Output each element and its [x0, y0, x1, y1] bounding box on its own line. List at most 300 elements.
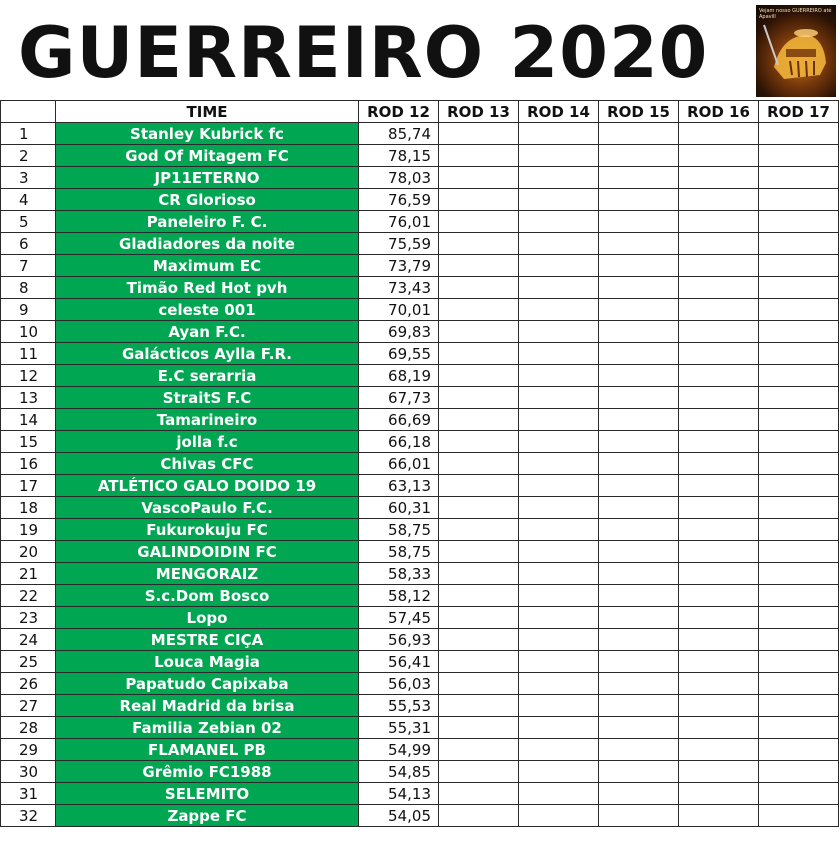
rod17-score-cell[interactable] [759, 695, 839, 717]
rod12-score-cell[interactable]: 66,69 [359, 409, 439, 431]
rank-cell[interactable]: 23 [1, 607, 56, 629]
rod16-score-cell[interactable] [679, 717, 759, 739]
rod14-score-cell[interactable] [519, 299, 599, 321]
rod15-score-cell[interactable] [599, 761, 679, 783]
rod13-score-cell[interactable] [439, 453, 519, 475]
header-row [1, 101, 839, 123]
rod13-score-cell[interactable] [439, 233, 519, 255]
team-name-cell[interactable]: Grêmio FC1988 [56, 761, 359, 783]
rod16-score-cell[interactable] [679, 453, 759, 475]
rank-cell[interactable]: 5 [1, 211, 56, 233]
rod14-score-cell[interactable] [519, 321, 599, 343]
rod15-score-cell[interactable] [599, 651, 679, 673]
rod17-score-cell[interactable] [759, 233, 839, 255]
rod13-score-cell[interactable] [439, 629, 519, 651]
rod16-score-cell[interactable] [679, 233, 759, 255]
rod15-score-cell[interactable] [599, 343, 679, 365]
rod12-score-cell[interactable]: 68,19 [359, 365, 439, 387]
rod16-score-cell[interactable] [679, 497, 759, 519]
rod14-score-cell[interactable] [519, 519, 599, 541]
rod14-score-cell[interactable] [519, 123, 599, 145]
rod12-score-cell[interactable]: 58,33 [359, 563, 439, 585]
rod16-score-cell[interactable] [679, 123, 759, 145]
rod14-score-cell[interactable] [519, 387, 599, 409]
rod12-score-cell[interactable]: 69,55 [359, 343, 439, 365]
rod12-score-cell[interactable]: 58,75 [359, 519, 439, 541]
rod17-score-cell[interactable] [759, 519, 839, 541]
rod16-score-cell[interactable] [679, 343, 759, 365]
rod15-score-cell[interactable] [599, 607, 679, 629]
rod13-score-cell[interactable] [439, 541, 519, 563]
rod13-score-cell[interactable] [439, 343, 519, 365]
rod15-score-cell[interactable] [599, 453, 679, 475]
rod14-score-cell[interactable] [519, 255, 599, 277]
rod15-score-cell[interactable] [599, 431, 679, 453]
rank-cell[interactable]: 10 [1, 321, 56, 343]
team-name-cell[interactable]: Galácticos Aylla F.R. [56, 343, 359, 365]
rank-cell[interactable]: 7 [1, 255, 56, 277]
rod17-score-cell[interactable] [759, 629, 839, 651]
rod13-score-cell[interactable] [439, 651, 519, 673]
rod14-score-cell[interactable] [519, 453, 599, 475]
table-row [1, 739, 839, 761]
rod17-score-cell[interactable] [759, 717, 839, 739]
table-row [1, 651, 839, 673]
rod12-score-cell[interactable]: 66,01 [359, 453, 439, 475]
rank-cell[interactable]: 15 [1, 431, 56, 453]
team-name-cell[interactable]: SELEMITO [56, 783, 359, 805]
rod12-score-cell[interactable]: 73,79 [359, 255, 439, 277]
rod15-score-cell[interactable] [599, 585, 679, 607]
rank-cell[interactable]: 16 [1, 453, 56, 475]
rod13-score-cell[interactable] [439, 673, 519, 695]
rank-cell[interactable]: 2 [1, 145, 56, 167]
team-name-cell[interactable]: MENGORAIZ [56, 563, 359, 585]
team-name-cell[interactable]: celeste 001 [56, 299, 359, 321]
rank-cell[interactable]: 27 [1, 695, 56, 717]
rod13-score-cell[interactable] [439, 123, 519, 145]
index-column-header[interactable] [1, 101, 56, 123]
rod14-score-cell[interactable] [519, 673, 599, 695]
rod12-score-cell[interactable]: 69,83 [359, 321, 439, 343]
rod16-score-cell[interactable] [679, 695, 759, 717]
rod13-score-cell[interactable] [439, 739, 519, 761]
rod17-score-cell[interactable] [759, 211, 839, 233]
rod15-score-cell[interactable] [599, 211, 679, 233]
page-title: GUERREIRO 2020 [18, 12, 709, 94]
rod15-score-cell[interactable] [599, 387, 679, 409]
guerreiro-banner-image [756, 5, 836, 97]
team-name-cell[interactable]: Real Madrid da brisa [56, 695, 359, 717]
team-name-cell[interactable]: Chivas CFC [56, 453, 359, 475]
rod13-column-header[interactable]: ROD 13 [439, 101, 519, 123]
team-column-header[interactable]: TIME [56, 101, 359, 123]
table-row [1, 695, 839, 717]
rod13-score-cell[interactable] [439, 145, 519, 167]
team-name-cell[interactable]: StraitS F.C [56, 387, 359, 409]
rod12-score-cell[interactable]: 58,75 [359, 541, 439, 563]
rod15-score-cell[interactable] [599, 783, 679, 805]
rod12-score-cell[interactable]: 85,74 [359, 123, 439, 145]
rod12-score-cell[interactable]: 67,73 [359, 387, 439, 409]
rod13-score-cell[interactable] [439, 277, 519, 299]
rod12-score-cell[interactable]: 75,59 [359, 233, 439, 255]
rod12-score-cell[interactable]: 76,01 [359, 211, 439, 233]
rod14-score-cell[interactable] [519, 541, 599, 563]
rod14-score-cell[interactable] [519, 189, 599, 211]
rod13-score-cell[interactable] [439, 431, 519, 453]
rod14-score-cell[interactable] [519, 629, 599, 651]
rod13-score-cell[interactable] [439, 167, 519, 189]
rod15-score-cell[interactable] [599, 475, 679, 497]
table-row [1, 387, 839, 409]
table-row [1, 189, 839, 211]
rod15-score-cell[interactable] [599, 277, 679, 299]
rod15-column-header[interactable]: ROD 15 [599, 101, 679, 123]
team-name-cell[interactable]: JP11ETERNO [56, 167, 359, 189]
team-name-cell[interactable]: ATLÉTICO GALO DOIDO 19 [56, 475, 359, 497]
rod13-score-cell[interactable] [439, 607, 519, 629]
rod12-score-cell[interactable]: 70,01 [359, 299, 439, 321]
banner-caption: Vejam nosso GUERREIRO até Apavill [759, 8, 832, 20]
team-name-cell[interactable]: Ayan F.C. [56, 321, 359, 343]
rod13-score-cell[interactable] [439, 255, 519, 277]
rod16-score-cell[interactable] [679, 145, 759, 167]
team-name-cell[interactable]: GALINDOIDIN FC [56, 541, 359, 563]
team-name-cell[interactable]: S.c.Dom Bosco [56, 585, 359, 607]
rod12-score-cell[interactable]: 60,31 [359, 497, 439, 519]
table-row [1, 563, 839, 585]
rod16-score-cell[interactable] [679, 519, 759, 541]
rod17-score-cell[interactable] [759, 805, 839, 827]
rank-cell[interactable]: 17 [1, 475, 56, 497]
rod15-score-cell[interactable] [599, 189, 679, 211]
rank-cell[interactable]: 24 [1, 629, 56, 651]
table-row [1, 233, 839, 255]
rod17-score-cell[interactable] [759, 563, 839, 585]
table-row [1, 673, 839, 695]
rank-cell[interactable]: 22 [1, 585, 56, 607]
rod17-score-cell[interactable] [759, 123, 839, 145]
rod17-score-cell[interactable] [759, 343, 839, 365]
table-row [1, 541, 839, 563]
rod15-score-cell[interactable] [599, 365, 679, 387]
rod15-score-cell[interactable] [599, 629, 679, 651]
rod12-score-cell[interactable]: 58,12 [359, 585, 439, 607]
rod13-score-cell[interactable] [439, 585, 519, 607]
table-row [1, 299, 839, 321]
rod16-score-cell[interactable] [679, 563, 759, 585]
team-name-cell[interactable]: Tamarineiro [56, 409, 359, 431]
rod15-score-cell[interactable] [599, 519, 679, 541]
rod14-column-header[interactable]: ROD 14 [519, 101, 599, 123]
rod16-score-cell[interactable] [679, 805, 759, 827]
rod12-score-cell[interactable]: 54,05 [359, 805, 439, 827]
rod17-score-cell[interactable] [759, 409, 839, 431]
team-name-cell[interactable]: Papatudo Capixaba [56, 673, 359, 695]
table-row [1, 123, 839, 145]
rod14-score-cell[interactable] [519, 695, 599, 717]
ranking-table [0, 100, 839, 827]
team-name-cell[interactable]: Zappe FC [56, 805, 359, 827]
rod15-score-cell[interactable] [599, 673, 679, 695]
rod17-score-cell[interactable] [759, 585, 839, 607]
rod17-score-cell[interactable] [759, 145, 839, 167]
rod13-score-cell[interactable] [439, 717, 519, 739]
rod12-score-cell[interactable]: 76,59 [359, 189, 439, 211]
rod12-score-cell[interactable]: 63,13 [359, 475, 439, 497]
rod16-score-cell[interactable] [679, 761, 759, 783]
rod14-score-cell[interactable] [519, 233, 599, 255]
rod17-score-cell[interactable] [759, 387, 839, 409]
rod12-score-cell[interactable]: 56,93 [359, 629, 439, 651]
rod15-score-cell[interactable] [599, 321, 679, 343]
rod17-score-cell[interactable] [759, 607, 839, 629]
rod15-score-cell[interactable] [599, 145, 679, 167]
rod15-score-cell[interactable] [599, 167, 679, 189]
rod12-score-cell[interactable]: 55,31 [359, 717, 439, 739]
table-row [1, 607, 839, 629]
rod15-score-cell[interactable] [599, 409, 679, 431]
rod16-score-cell[interactable] [679, 409, 759, 431]
rod14-score-cell[interactable] [519, 651, 599, 673]
rod12-score-cell[interactable]: 57,45 [359, 607, 439, 629]
rod17-score-cell[interactable] [759, 541, 839, 563]
team-name-cell[interactable]: Familia Zebian 02 [56, 717, 359, 739]
rod12-score-cell[interactable]: 66,18 [359, 431, 439, 453]
rod17-score-cell[interactable] [759, 673, 839, 695]
rod12-score-cell[interactable]: 56,03 [359, 673, 439, 695]
rod16-score-cell[interactable] [679, 783, 759, 805]
rod12-score-cell[interactable]: 78,03 [359, 167, 439, 189]
table-row [1, 211, 839, 233]
rod13-score-cell[interactable] [439, 387, 519, 409]
rod14-score-cell[interactable] [519, 167, 599, 189]
sheet-header [0, 0, 840, 100]
team-name-cell[interactable]: Fukurokuju FC [56, 519, 359, 541]
rod15-score-cell[interactable] [599, 255, 679, 277]
table-row [1, 255, 839, 277]
rank-cell[interactable]: 31 [1, 783, 56, 805]
team-name-cell[interactable]: Louca Magia [56, 651, 359, 673]
rod12-score-cell[interactable]: 73,43 [359, 277, 439, 299]
rank-cell[interactable]: 4 [1, 189, 56, 211]
rank-cell[interactable]: 19 [1, 519, 56, 541]
rank-cell[interactable]: 30 [1, 761, 56, 783]
rod17-score-cell[interactable] [759, 497, 839, 519]
rod13-score-cell[interactable] [439, 475, 519, 497]
table-row [1, 717, 839, 739]
ranking-rows [1, 123, 839, 827]
rank-cell[interactable]: 18 [1, 497, 56, 519]
rod12-score-cell[interactable]: 54,85 [359, 761, 439, 783]
rank-cell[interactable]: 21 [1, 563, 56, 585]
rod16-score-cell[interactable] [679, 211, 759, 233]
rank-cell[interactable]: 26 [1, 673, 56, 695]
rod16-score-cell[interactable] [679, 299, 759, 321]
table-row [1, 783, 839, 805]
rod14-score-cell[interactable] [519, 211, 599, 233]
rod17-score-cell[interactable] [759, 651, 839, 673]
team-name-cell[interactable]: Paneleiro F. C. [56, 211, 359, 233]
rod15-score-cell[interactable] [599, 739, 679, 761]
rank-cell[interactable]: 12 [1, 365, 56, 387]
rod17-score-cell[interactable] [759, 299, 839, 321]
rod16-score-cell[interactable] [679, 277, 759, 299]
table-row [1, 167, 839, 189]
rod16-score-cell[interactable] [679, 321, 759, 343]
rank-cell[interactable]: 20 [1, 541, 56, 563]
rod13-score-cell[interactable] [439, 805, 519, 827]
rod17-score-cell[interactable] [759, 783, 839, 805]
rank-cell[interactable]: 11 [1, 343, 56, 365]
team-name-cell[interactable]: MESTRE CIÇA [56, 629, 359, 651]
team-name-cell[interactable]: CR Glorioso [56, 189, 359, 211]
team-name-cell[interactable]: E.C serarria [56, 365, 359, 387]
rod13-score-cell[interactable] [439, 497, 519, 519]
team-name-cell[interactable]: God Of Mitagem FC [56, 145, 359, 167]
rod17-score-cell[interactable] [759, 189, 839, 211]
rod14-score-cell[interactable] [519, 585, 599, 607]
team-name-cell[interactable]: jolla f.c [56, 431, 359, 453]
rod16-score-cell[interactable] [679, 387, 759, 409]
rank-cell[interactable]: 25 [1, 651, 56, 673]
rod17-score-cell[interactable] [759, 475, 839, 497]
table-row [1, 475, 839, 497]
rod14-score-cell[interactable] [519, 717, 599, 739]
team-name-cell[interactable]: Stanley Kubrick fc [56, 123, 359, 145]
rod13-score-cell[interactable] [439, 761, 519, 783]
rod14-score-cell[interactable] [519, 805, 599, 827]
rod12-score-cell[interactable]: 78,15 [359, 145, 439, 167]
rod14-score-cell[interactable] [519, 475, 599, 497]
rod16-score-cell[interactable] [679, 475, 759, 497]
rod16-column-header[interactable]: ROD 16 [679, 101, 759, 123]
rod17-score-cell[interactable] [759, 739, 839, 761]
rod13-score-cell[interactable] [439, 519, 519, 541]
rank-cell[interactable]: 28 [1, 717, 56, 739]
rod16-score-cell[interactable] [679, 255, 759, 277]
table-row [1, 585, 839, 607]
rod17-column-header[interactable]: ROD 17 [759, 101, 839, 123]
rod12-column-header[interactable]: ROD 12 [359, 101, 439, 123]
rod13-score-cell[interactable] [439, 365, 519, 387]
rod14-score-cell[interactable] [519, 409, 599, 431]
rod14-score-cell[interactable] [519, 277, 599, 299]
table-row [1, 431, 839, 453]
rank-cell[interactable]: 3 [1, 167, 56, 189]
table-row [1, 519, 839, 541]
rod16-score-cell[interactable] [679, 541, 759, 563]
rod17-score-cell[interactable] [759, 365, 839, 387]
rod16-score-cell[interactable] [679, 629, 759, 651]
rod17-score-cell[interactable] [759, 453, 839, 475]
rank-cell[interactable]: 1 [1, 123, 56, 145]
team-name-cell[interactable]: Maximum EC [56, 255, 359, 277]
rod17-score-cell[interactable] [759, 761, 839, 783]
rank-cell[interactable]: 32 [1, 805, 56, 827]
rod13-score-cell[interactable] [439, 211, 519, 233]
rod14-score-cell[interactable] [519, 431, 599, 453]
rod13-score-cell[interactable] [439, 563, 519, 585]
rod16-score-cell[interactable] [679, 673, 759, 695]
rod16-score-cell[interactable] [679, 189, 759, 211]
rod14-score-cell[interactable] [519, 497, 599, 519]
rod16-score-cell[interactable] [679, 585, 759, 607]
rod14-score-cell[interactable] [519, 563, 599, 585]
table-row [1, 805, 839, 827]
rod15-score-cell[interactable] [599, 805, 679, 827]
rod16-score-cell[interactable] [679, 739, 759, 761]
rod13-score-cell[interactable] [439, 189, 519, 211]
rank-cell[interactable]: 6 [1, 233, 56, 255]
rod14-score-cell[interactable] [519, 783, 599, 805]
rod16-score-cell[interactable] [679, 651, 759, 673]
rod14-score-cell[interactable] [519, 145, 599, 167]
team-name-cell[interactable]: FLAMANEL PB [56, 739, 359, 761]
team-name-cell[interactable]: Gladiadores da noite [56, 233, 359, 255]
rod15-score-cell[interactable] [599, 299, 679, 321]
rod13-score-cell[interactable] [439, 299, 519, 321]
table-row [1, 409, 839, 431]
team-name-cell[interactable]: VascoPaulo F.C. [56, 497, 359, 519]
team-name-cell[interactable]: Timão Red Hot pvh [56, 277, 359, 299]
rod17-score-cell[interactable] [759, 277, 839, 299]
rod17-score-cell[interactable] [759, 321, 839, 343]
rod13-score-cell[interactable] [439, 695, 519, 717]
rod15-score-cell[interactable] [599, 695, 679, 717]
rod12-score-cell[interactable]: 54,99 [359, 739, 439, 761]
rod12-score-cell[interactable]: 54,13 [359, 783, 439, 805]
rod13-score-cell[interactable] [439, 409, 519, 431]
rod14-score-cell[interactable] [519, 607, 599, 629]
rod13-score-cell[interactable] [439, 783, 519, 805]
rod13-score-cell[interactable] [439, 321, 519, 343]
table-row [1, 343, 839, 365]
table-row [1, 145, 839, 167]
table-row [1, 497, 839, 519]
rod16-score-cell[interactable] [679, 167, 759, 189]
rod16-score-cell[interactable] [679, 365, 759, 387]
rod14-score-cell[interactable] [519, 343, 599, 365]
rank-cell[interactable]: 8 [1, 277, 56, 299]
rank-cell[interactable]: 13 [1, 387, 56, 409]
rod16-score-cell[interactable] [679, 431, 759, 453]
rod12-score-cell[interactable]: 56,41 [359, 651, 439, 673]
rank-cell[interactable]: 14 [1, 409, 56, 431]
rod15-score-cell[interactable] [599, 717, 679, 739]
rod17-score-cell[interactable] [759, 431, 839, 453]
rank-cell[interactable]: 29 [1, 739, 56, 761]
table-row [1, 629, 839, 651]
rod14-score-cell[interactable] [519, 739, 599, 761]
rod15-score-cell[interactable] [599, 123, 679, 145]
rod14-score-cell[interactable] [519, 365, 599, 387]
rod12-score-cell[interactable]: 55,53 [359, 695, 439, 717]
rod15-score-cell[interactable] [599, 233, 679, 255]
rod16-score-cell[interactable] [679, 607, 759, 629]
rod15-score-cell[interactable] [599, 563, 679, 585]
table-row [1, 453, 839, 475]
table-row [1, 321, 839, 343]
rank-cell[interactable]: 9 [1, 299, 56, 321]
rod15-score-cell[interactable] [599, 541, 679, 563]
rod14-score-cell[interactable] [519, 761, 599, 783]
rod17-score-cell[interactable] [759, 167, 839, 189]
rod17-score-cell[interactable] [759, 255, 839, 277]
team-name-cell[interactable]: Lopo [56, 607, 359, 629]
rod15-score-cell[interactable] [599, 497, 679, 519]
